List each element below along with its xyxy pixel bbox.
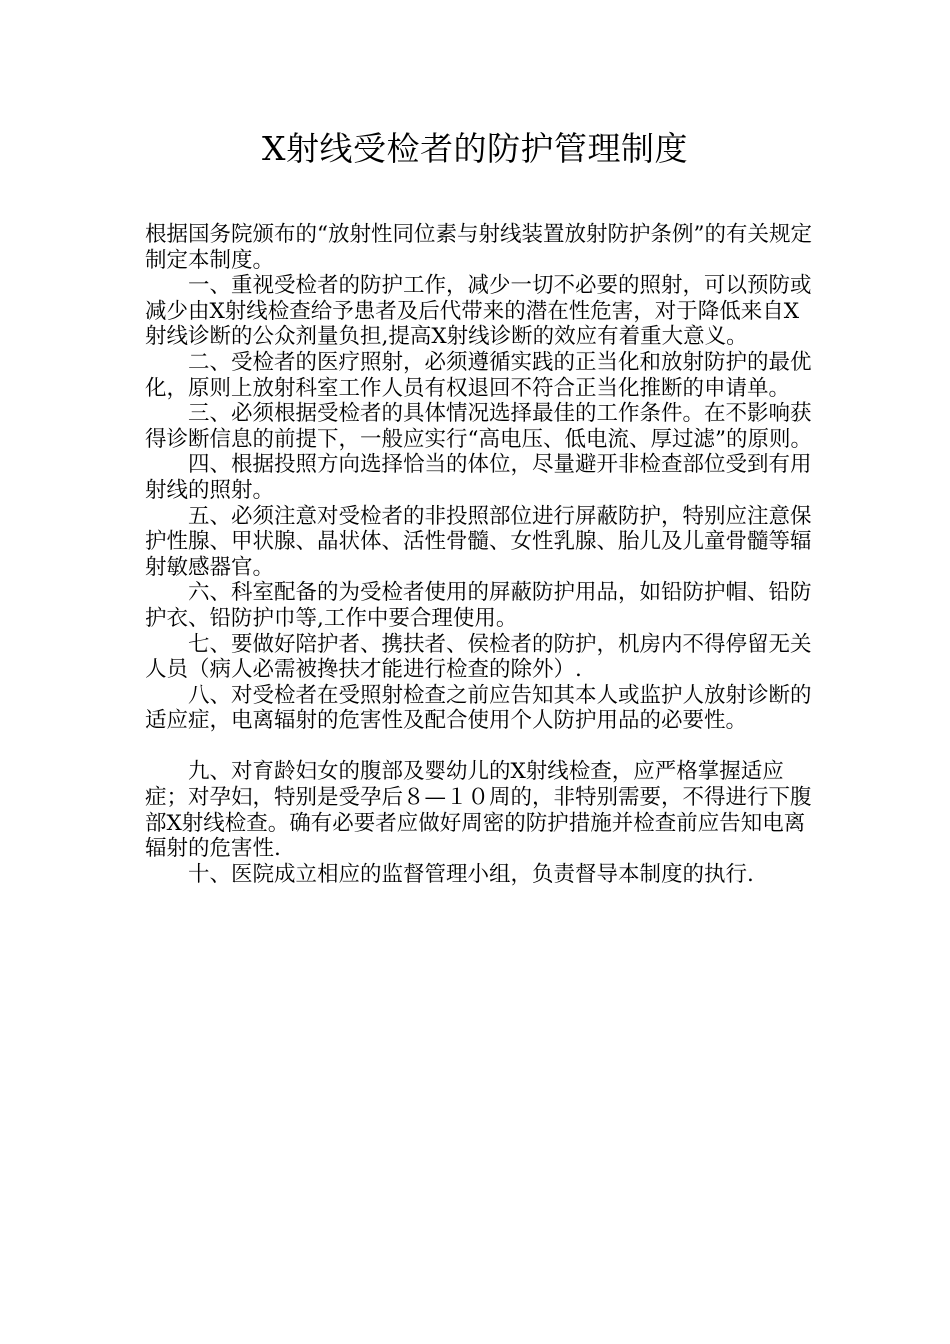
paragraph-intro: 根据国务院颁布的“放射性同位素与射线装置放射防护条例”的有关规定制定本制度。 — [145, 222, 812, 273]
paragraph-item-10: 十、医院成立相应的监督管理小组，负责督导本制度的执行. — [188, 861, 754, 887]
document-body — [145, 222, 815, 887]
paragraph-item-2: 二、受检者的医疗照射，必须遵循实践的正当化和放射防护的最优化，原则上放射科室工作人员有权退回不符合正当化推断的申请单。 — [145, 349, 812, 401]
paragraph-item-8: 八、对受检者在受照射检查之前应告知其本人或监护人放射诊断的适应症，电离辐射的危害性及配合使用个人防护用品的必要性。 — [145, 682, 812, 734]
paragraph-item-6: 六、科室配备的为受检者使用的屏蔽防护用品，如铅防护帽、铅防护衣、铅防护巾等,工作中要合理使用。 — [145, 580, 812, 631]
document-title: X射线受检者的防护管理制度 — [262, 129, 688, 168]
paragraph-spacer — [145, 734, 815, 760]
paragraph-item-5: 五、必须注意对受检者的非投照部位进行屏蔽防护，特别应注意保护性腺、甲状腺、晶状体、活性骨髓、女性乳腺、胎儿及儿童骨髓等辐射敏感器官。 — [145, 503, 812, 580]
paragraph-item-7: 七、要做好陪护者、携扶者、侯检者的防护，机房内不得停留无关人员（病人必需被搀扶才能进行检查的除外）. — [145, 631, 812, 683]
paragraph-item-3: 三、必须根据受检者的具体情况选择最佳的工作条件。在不影响获得诊断信息的前提下，一般应实行“高电压、低电流、厚过滤”的原则。 — [145, 401, 812, 452]
paragraph-item-9: 九、对育龄妇女的腹部及婴幼儿的X射线检查，应严格掌握适应症；对孕妇，特别是受孕后８—１０周的，非特别需要，不得进行下腹部X射线检查。确有必要者应做好周密的防护措施并检查前应告知电离辐射的危害性. — [145, 759, 812, 862]
paragraph-item-1: 一、重视受检者的防护工作，减少一切不必要的照射，可以预防或减少由X射线检查给予患者及后代带来的潜在性危害，对于降低来自X射线诊断的公众剂量负担,提高X射线诊断的效应有着重大意义。 — [145, 273, 812, 350]
paragraph-item-4: 四、根据投照方向选择恰当的体位，尽量避开非检查部位受到有用射线的照射。 — [145, 452, 812, 503]
